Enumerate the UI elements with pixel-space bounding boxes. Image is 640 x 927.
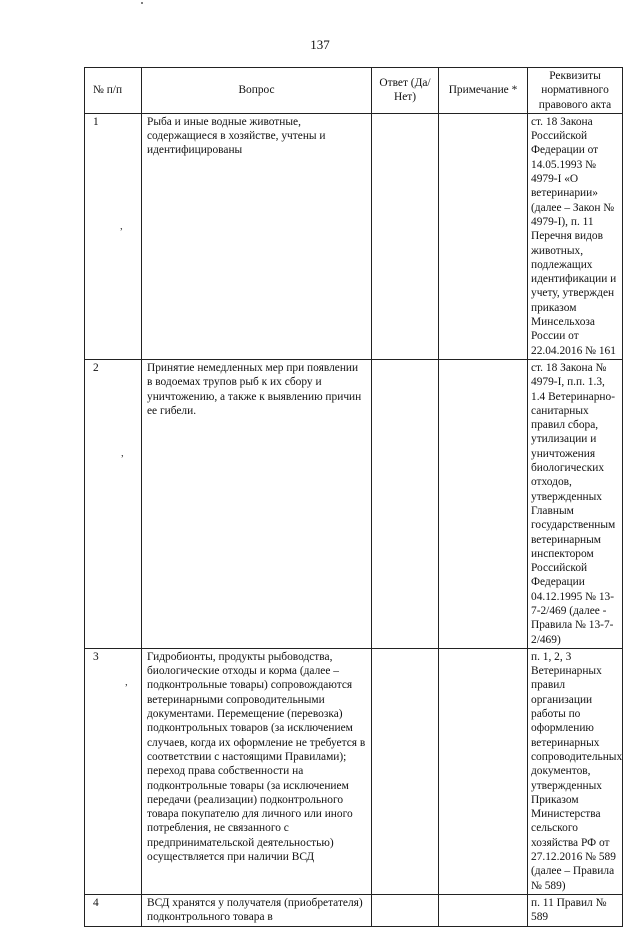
row-answer[interactable]: [372, 648, 439, 894]
row-requisites: п. 11 Правил № 589: [528, 894, 623, 926]
header-note: Примечание *: [439, 68, 528, 114]
row-requisites: ст. 18 Закона № 4979-I, п.п. 1.3, 1.4 Ветеринарно-санитарных правил сбора, утилизации и уничтожения биологических отходов, утвержденных Главным государственным ветеринарным инспектором Российской Федерации 04.12.1995 № 13-7-2/469 (далее - Правила № 13-7-2/469): [528, 359, 623, 648]
row-question: Принятие немедленных мер при появлении в водоемах трупов рыб к их сбору и уничтожению, а также к выявлению причин ее гибели.: [142, 359, 372, 648]
row-note[interactable]: [439, 113, 528, 359]
table-row: [85, 894, 623, 926]
row-note[interactable]: [439, 359, 528, 648]
row-num: 2: [85, 359, 142, 648]
row-requisites: ст. 18 Закона Российской Федерации от 14.05.1993 № 4979-I «О ветеринарии» (далее – Закон № 4979-I), п. 11 Перечня видов животных, подлежащих идентификации и учету, утвержден приказом Минсельхоза России от 22.04.2016 № 161: [528, 113, 623, 359]
row-answer[interactable]: [372, 113, 439, 359]
table-row: [85, 113, 623, 359]
header-num: № п/п: [85, 68, 142, 114]
row-question: Рыба и иные водные животные, содержащиеся в хозяйстве, учтены и идентифицированы: [142, 113, 372, 359]
margin-tick-mark: ,: [120, 220, 123, 232]
table-row: [85, 648, 623, 894]
row-note[interactable]: [439, 894, 528, 926]
page-number: 137: [310, 37, 330, 52]
row-question: Гидробионты, продукты рыбоводства, биологические отходы и корма (далее – подконтрольные товары) сопровождаются ветеринарными сопроводительными документами. Перемещение (перевозка) подконтрольных товаров (за исключением случаев, когда их оформление не требуется в соответствии с настоящими Правилами); переход права собственности на подконтрольные товары (за исключением передачи (реализации) подконтрольного товара покупателю для личного или иного потребления, не связанного с предпринимательской деятельностью) осуществляется при наличии ВСД: [142, 648, 372, 894]
row-num: 3: [85, 648, 142, 894]
checklist-table: [84, 67, 623, 927]
margin-tick-mark: ,: [125, 676, 128, 688]
row-answer[interactable]: [372, 359, 439, 648]
row-note[interactable]: [439, 648, 528, 894]
row-answer[interactable]: [372, 894, 439, 926]
margin-tick-mark: ,: [121, 447, 124, 459]
row-question: ВСД хранятся у получателя (приобретателя) подконтрольного товара в: [142, 894, 372, 926]
header-question: Вопрос: [142, 68, 372, 114]
stray-mark: [141, 2, 143, 4]
table-header-row: [85, 68, 623, 114]
header-answer: Ответ (Да/Нет): [372, 68, 439, 114]
row-num: 4: [85, 894, 142, 926]
header-requisites: Реквизиты нормативного правового акта: [528, 68, 623, 114]
row-requisites: п. 1, 2, 3 Ветеринарных правил организации работы по оформлению ветеринарных сопроводительных документов, утвержденных Приказом Министерства сельского хозяйства РФ от 27.12.2016 № 589 (далее – Правила № 589): [528, 648, 623, 894]
row-num: 1: [85, 113, 142, 359]
table-row: [85, 359, 623, 648]
